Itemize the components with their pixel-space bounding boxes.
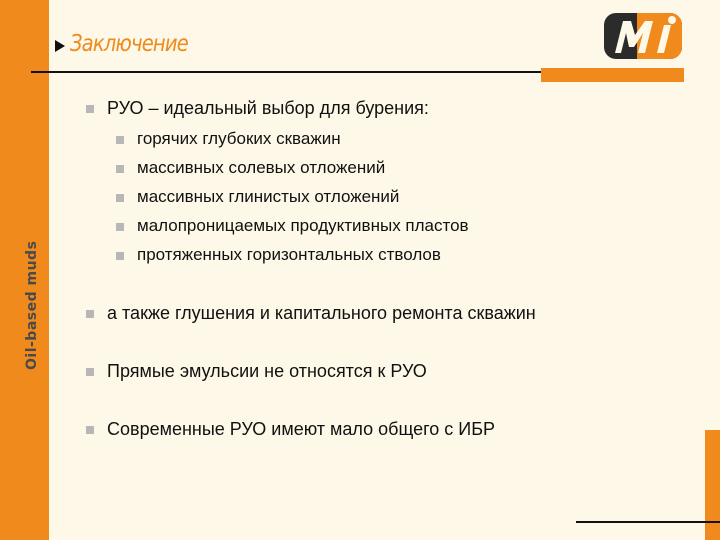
main-point-1: РУО – идеальный выбор для бурения:	[107, 98, 429, 118]
sub-point: массивных глинистых отложений	[137, 187, 400, 206]
bullet-icon	[116, 165, 124, 173]
sub-point: горячих глубоких скважин	[137, 129, 341, 148]
bullet-icon	[86, 105, 94, 113]
corner-accent-bar	[705, 430, 720, 540]
bullet-icon	[86, 310, 94, 318]
bullet-icon	[116, 252, 124, 260]
title-arrow-icon	[55, 40, 65, 52]
main-point-2: а также глушения и капитального ремонта скважин	[107, 303, 536, 323]
bullet-icon	[86, 426, 94, 434]
bullet-icon	[116, 223, 124, 231]
bullet-icon	[86, 368, 94, 376]
bullet-icon	[116, 194, 124, 202]
footer-divider	[576, 521, 720, 523]
main-point-3: Прямые эмульсии не относятся к РУО	[107, 361, 427, 381]
sub-point: протяженных горизонтальных стволов	[137, 245, 441, 264]
sub-point: малопроницаемых продуктивных пластов	[137, 216, 469, 235]
sub-point: массивных солевых отложений	[137, 158, 386, 177]
accent-bar	[541, 68, 684, 82]
bullet-icon	[116, 136, 124, 144]
main-point-4: Современные РУО имеют мало общего с ИБР	[107, 419, 496, 439]
mi-logo	[603, 11, 683, 61]
slide-title: Заключение	[70, 31, 188, 57]
sidebar-label: Oil-based muds	[24, 240, 40, 370]
